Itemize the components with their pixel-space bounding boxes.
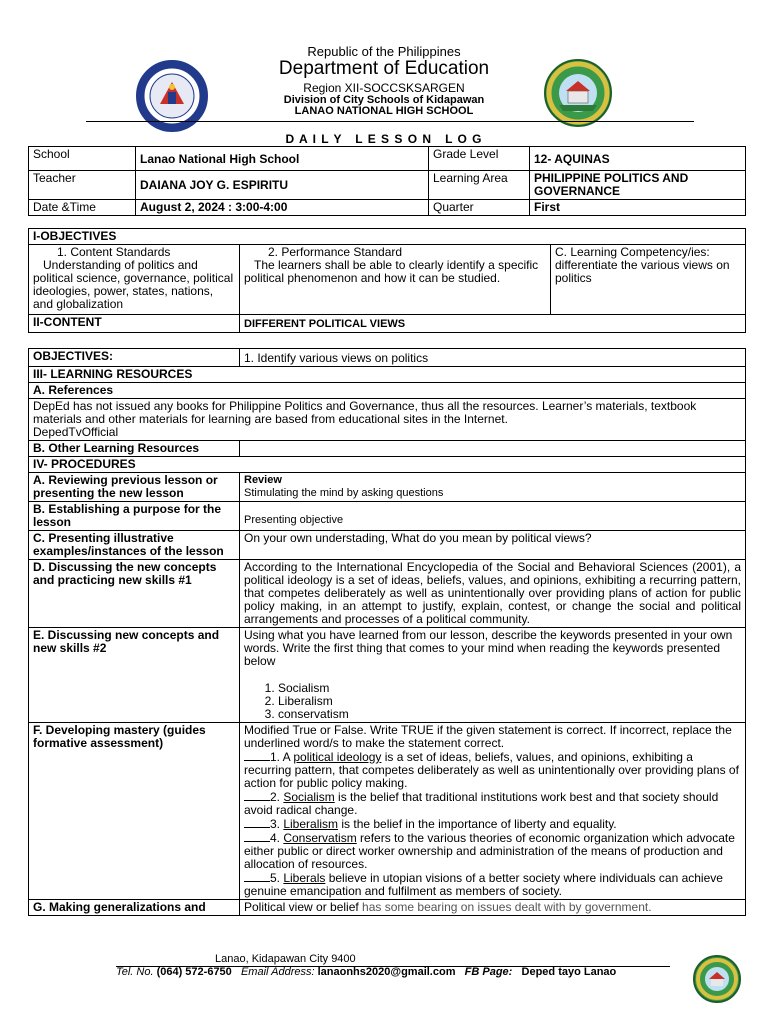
objectives-table bbox=[28, 228, 746, 333]
procedure-c-text: On your own understading, What do you mean by political views? bbox=[240, 531, 746, 560]
competency-text: C. Learning Competency/ies: differentiate the various views on politics bbox=[551, 245, 746, 315]
references-text: DepEd has not issued any books for Philippine Politics and Governance, thus all the resources. Learner’s materials, textbook materials and other materials for learning are based from educational sites in the Internet. bbox=[33, 399, 697, 426]
procedure-g-label: G. Making generalizations and bbox=[29, 900, 240, 916]
references-cell bbox=[29, 399, 746, 441]
procedure-b-text: Presenting objective bbox=[240, 502, 746, 531]
objectives-label: OBJECTIVES: bbox=[29, 349, 240, 367]
teacher-value: DAIANA JOY G. ESPIRITU bbox=[136, 171, 429, 200]
quarter-label: Quarter bbox=[429, 200, 530, 216]
footer-school-seal-logo bbox=[693, 955, 741, 1003]
procedure-d-text: According to the International Encyclopedia of the Social and Behavioral Sciences (2001), a political ideology is a set of ideas, beliefs, values, and opinions, exhibiting a recurring pattern, that competes deliberately as well as unintentionally over providing plans of action for public policy making, in an attempt to justify, explain, contest, or change the social and political arrangements and processes of a political community. bbox=[240, 560, 746, 628]
answer-blank bbox=[244, 750, 270, 761]
region-text: Region XII-SOCCSKSARGEN bbox=[303, 81, 465, 95]
tel-label: Tel. No. bbox=[116, 966, 154, 978]
keywords-list bbox=[244, 682, 741, 721]
footer-address: Lanao, Kidapawan City 9400 bbox=[215, 953, 356, 965]
page-title: D A I L Y L E S S O N L O G bbox=[285, 132, 483, 146]
content-standards-cell bbox=[29, 245, 240, 315]
content-label: II-CONTENT bbox=[29, 315, 240, 333]
procedure-f-intro: Modified True or False. Write TRUE if the given statement is correct. If incorrect, replace the underlined word/s to make the statement correct. bbox=[244, 723, 732, 750]
keyword-item: 2. Liberalism bbox=[278, 695, 741, 708]
procedure-e-cell bbox=[240, 628, 746, 723]
answer-blank bbox=[244, 817, 270, 828]
procedure-f-label: F. Developing mastery (guides formative assessment) bbox=[29, 723, 240, 900]
procedure-a-title: Review bbox=[244, 474, 282, 486]
procedures-table bbox=[28, 348, 746, 916]
grade-label: Grade Level bbox=[429, 147, 530, 171]
quiz-item-3: 3. Liberalism is the belief in the importance of liberty and equality. bbox=[244, 817, 741, 831]
email-label: Email Address: bbox=[240, 966, 315, 978]
procedure-a-cell bbox=[240, 473, 746, 502]
school-name-header: LANAO NATIONAL HIGH SCHOOL bbox=[294, 105, 474, 117]
keyword-item: 1. Socialism bbox=[278, 682, 741, 695]
republic-text: Republic of the Philippines bbox=[307, 44, 461, 59]
procedure-c-label: C. Presenting illustrative examples/instances of the lesson bbox=[29, 531, 240, 560]
content-value: DIFFERENT POLITICAL VIEWS bbox=[240, 315, 746, 333]
content-standards-text: Understanding of politics and political science, governance, political ideologies, power, states, nations, and globalization bbox=[33, 258, 237, 311]
header-divider bbox=[86, 121, 694, 122]
other-resources-label: B. Other Learning Resources bbox=[29, 441, 240, 457]
quiz-item-2: 2. Socialism is the belief that traditional institutions work best and that society should avoid radical change. bbox=[244, 790, 719, 817]
performance-standard-cell bbox=[240, 245, 551, 315]
references-source: DepedTvOfficial bbox=[33, 425, 119, 439]
division-text: Division of City Schools of Kidapawan bbox=[283, 94, 485, 106]
learning-resources-label: III- LEARNING RESOURCES bbox=[29, 367, 746, 383]
underlined-term: political ideology bbox=[293, 750, 382, 764]
tel-value: (064) 572-6750 bbox=[153, 966, 232, 978]
performance-standard-text: The learners shall be able to clearly identify a specific political phenomenon and how it can be studied. bbox=[244, 258, 542, 285]
objectives-header: I-OBJECTIVES bbox=[29, 229, 746, 245]
email-value: lanaonhs2020@gmail.com bbox=[314, 966, 456, 978]
performance-standard-title: 2. Performance Standard bbox=[268, 245, 403, 259]
procedure-e-label: E. Discussing new concepts and new skills #2 bbox=[29, 628, 240, 723]
underlined-term: Liberalism bbox=[283, 817, 339, 831]
quarter-value: First bbox=[530, 200, 746, 216]
content-standards-title: 1. Content Standards bbox=[57, 245, 171, 259]
quiz-item-4: 4. Conservatism refers to the various theories of economic organization which advocate either public or direct worker ownership and administration of the means of production and allocation of resources. bbox=[244, 831, 735, 871]
school-seal-logo bbox=[544, 59, 612, 127]
references-label: A. References bbox=[29, 383, 746, 399]
underlined-term: Socialism bbox=[283, 790, 335, 804]
procedure-b-label: B. Establishing a purpose for the lesson bbox=[29, 502, 240, 531]
teacher-label: Teacher bbox=[29, 171, 136, 200]
quiz-item-1: 1. A political ideology is a set of ideas, beliefs, values, and opinions, exhibiting a recurring pattern, that competes deliberately as well as unintentionally over providing plans of action for public policy making. bbox=[244, 750, 739, 790]
underlined-term: Liberals bbox=[283, 871, 326, 885]
date-label: Date &Time bbox=[29, 200, 136, 216]
quiz-item-5: 5. Liberals believe in utopian visions of a better society where individuals can achieve genuine emancipation and fulfilment as members of society. bbox=[244, 871, 723, 898]
procedures-label: IV- PROCEDURES bbox=[29, 457, 746, 473]
date-value: August 2, 2024 : 3:00-4:00 bbox=[136, 200, 429, 216]
other-resources-value bbox=[240, 441, 746, 457]
objectives-value: 1. Identify various views on politics bbox=[240, 349, 746, 367]
area-value: PHILIPPINE POLITICS AND GOVERNANCE bbox=[530, 171, 746, 200]
school-value: Lanao National High School bbox=[136, 147, 429, 171]
answer-blank bbox=[244, 790, 270, 801]
info-table bbox=[28, 146, 746, 216]
procedure-a-text: Stimulating the mind by asking questions bbox=[244, 487, 444, 499]
procedure-d-label: D. Discussing the new concepts and practicing new skills #1 bbox=[29, 560, 240, 628]
fb-value: Deped tayo Lanao bbox=[521, 966, 617, 978]
school-label: School bbox=[29, 147, 136, 171]
department-title: Department of Education bbox=[278, 58, 490, 79]
answer-blank bbox=[244, 871, 270, 882]
procedure-a-label: A. Reviewing previous lesson or presenting the new lesson bbox=[29, 473, 240, 502]
footer-contact bbox=[116, 966, 616, 978]
area-label: Learning Area bbox=[429, 171, 530, 200]
procedure-f-cell bbox=[240, 723, 746, 900]
grade-value: 12- AQUINAS bbox=[530, 147, 746, 171]
procedure-e-text: Using what you have learned from our lesson, describe the keywords presented in your own words. Write the first thing that comes to your mind when reading the keywords presented below bbox=[244, 628, 733, 668]
answer-blank bbox=[244, 831, 270, 842]
underlined-term: Conservatism bbox=[283, 831, 357, 845]
procedure-g-cell: Political view or belief has some bearing on issues dealt with by government. bbox=[240, 900, 746, 916]
fb-label: FB Page: bbox=[464, 966, 513, 978]
keyword-item: 3. conservatism bbox=[278, 708, 741, 721]
